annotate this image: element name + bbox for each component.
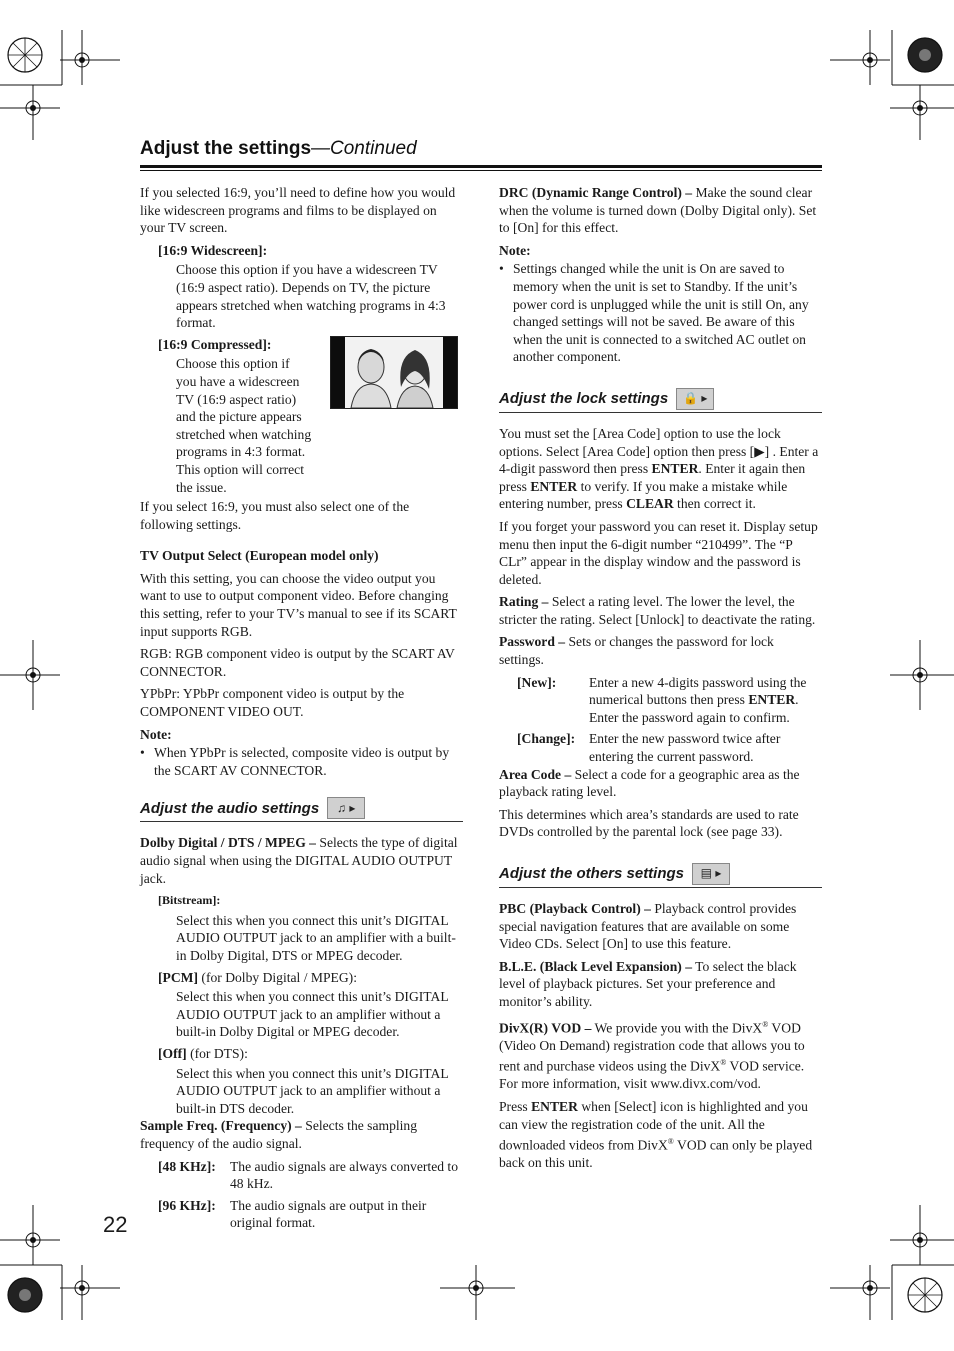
pcm-term: [PCM] (for Dolby Digital / MPEG):: [158, 969, 357, 985]
drc-term: DRC (Dynamic Range Control) –: [499, 185, 693, 200]
freq-96-desc: The audio signals are output in their original format.: [230, 1197, 427, 1231]
rating-paragraph: [499, 593, 822, 628]
dolby-paragraph: [140, 834, 463, 887]
lock-paragraph-2: If you forget your password you can reset it. Display setup menu then input the 6-digit number “210499”. The “P CLr” appear in the display window and the password is deleted.: [499, 518, 818, 587]
off-term: [Off] (for DTS):: [158, 1045, 248, 1061]
divx-term: DivX(R) VOD –: [499, 1020, 592, 1036]
intro-paragraph: If you selected 16:9, you’ll need to define how you would like widescreen programs and films to be displayed on your TV screen.: [140, 185, 456, 236]
rating-desc: Select a rating level. The lower the level, the stricter the rating. Select [Unlock] to deactivate the rating.: [499, 594, 816, 627]
header-continued: —Continued: [311, 138, 417, 159]
audio-icon: ♫ ▸: [327, 797, 365, 819]
pbc-term: PBC (Playback Control) –: [499, 901, 651, 916]
enter-key: ENTER: [530, 478, 578, 494]
freq-96-term: [96 KHz]:: [158, 1197, 216, 1213]
change-term: [Change]:: [517, 731, 576, 747]
note-label-right: Note:: [499, 242, 531, 258]
note-bullet: •: [140, 745, 145, 761]
bitstream-desc: Select this when you connect this unit’s DIGITAL AUDIO OUTPUT jack to an amplifier with a built-in Dolby Digital, DTS or MPEG decoder.: [176, 912, 456, 963]
header-title: Adjust the settings: [140, 138, 312, 159]
change-desc: Enter the new password twice after entering the current password.: [589, 731, 781, 765]
compressed-term: [16:9 Compressed]:: [158, 336, 272, 352]
area-desc: Select a code for a geographic area as the playback rating level.: [499, 766, 800, 800]
rating-term: Rating –: [499, 594, 549, 610]
lock-settings-heading: [499, 388, 822, 413]
also-select-paragraph: If you select 16:9, you must also select one of the following settings.: [140, 499, 410, 532]
dolby-term: Dolby Digital / DTS / MPEG –: [140, 835, 316, 851]
others-icon: ▤ ▸: [692, 863, 730, 885]
enter-key: ENTER: [651, 461, 699, 477]
widescreen-tv-image: [330, 336, 458, 409]
sample-term: Sample Freq. (Frequency) –: [140, 1118, 302, 1134]
others-settings-heading: [499, 863, 822, 888]
compressed-desc: Choose this option if you have a widescreen TV (16:9 aspect ratio) and the picture appears stretched when watching programs in 4:3 format. This option will correct the issue.: [176, 356, 312, 495]
rgb-paragraph: RGB: RGB component video is output by the SCART AV CONNECTOR.: [140, 646, 455, 679]
pbc-paragraph: [499, 900, 822, 953]
audio-settings-heading: [140, 797, 463, 822]
area-code-paragraph: [499, 766, 822, 801]
header-rule: [140, 165, 822, 168]
note-text-right: Settings changed while the unit is On are saved to memory when the unit is set to Standby. If the unit’s power cord is unplugged while the unit is still On, any changed settings will not be saved. Be aware of this when the unit is connected to a switched AC outlet on another component.: [513, 261, 809, 365]
note-bullet-right: •: [499, 261, 504, 277]
dolby-desc: Selects the type of digital audio signal when using the DIGITAL AUDIO OUTPUT jack.: [140, 835, 458, 886]
widescreen-desc: Choose this option if you have a widescreen TV (16:9 aspect ratio). Depends on TV, the picture appears stretched when watching programs in 4:3 format.: [176, 262, 446, 331]
compressed-block: [140, 336, 463, 496]
page-number: 22: [103, 1212, 128, 1237]
lock-icon: 🔒 ▸: [676, 388, 714, 410]
password-paragraph: [499, 633, 822, 668]
ble-desc: To select the black level of playback pictures. Set your preference and monitor’s ability.: [499, 958, 797, 1009]
widescreen-term: [16:9 Widescreen]:: [158, 242, 268, 258]
audio-heading-text: Adjust the audio settings: [140, 799, 320, 817]
note-item: [140, 744, 463, 779]
note-item-right: [499, 260, 822, 366]
area-term: Area Code –: [499, 766, 572, 782]
clear-key: CLEAR: [626, 496, 674, 512]
right-column: [499, 184, 822, 1177]
pcm-desc: Select this when you connect this unit’s DIGITAL AUDIO OUTPUT jack to an amplifier without a built-in Dolby Digital or MPEG decoder.: [176, 989, 449, 1040]
press-enter-paragraph: Press ENTER when [Select] icon is highlighted and you can view the registration code of the unit. All the downloaded videos from DivX® VOD can only be played back on this unit.: [499, 1099, 813, 1171]
pbc-desc: Playback control provides special navigation features that are available on some Video CDs. Select [On] to use this feature.: [499, 901, 797, 952]
left-column: [140, 184, 463, 1242]
freq-48-desc: The audio signals are always converted to 48 kHz.: [230, 1158, 458, 1192]
ypbpr-paragraph: YPbPr: YPbPr component video is output by the COMPONENT VIDEO OUT.: [140, 686, 405, 720]
area-paragraph-2: This determines which area’s standards are used to rate DVDs controlled by the parental lock (see page 33).: [499, 806, 799, 840]
others-heading-text: Adjust the others settings: [499, 865, 685, 883]
tv-output-heading: TV Output Select (European model only): [140, 548, 379, 564]
divx-paragraph: DivX(R) VOD – We provide you with the DivX® VOD (Video On Demand) registration code that allows you to rent and purchase videos using the DivX® VOD service. For more information, visit www.divx.com/vod.: [499, 1019, 805, 1092]
drc-desc: Make the sound clear when the volume is turned down (Dolby Digital only). Set to [On] for this effect.: [499, 185, 817, 236]
new-desc: Enter a new 4-digits password using the numerical buttons then press ENTER. Enter the password again to confirm.: [589, 674, 807, 725]
ble-paragraph: [499, 958, 822, 1011]
drc-paragraph: [499, 184, 822, 237]
freq-48-term: [48 KHz]:: [158, 1158, 216, 1174]
ble-term: B.L.E. (Black Level Expansion) –: [499, 958, 692, 974]
note-label: Note:: [140, 726, 172, 742]
new-term: [New]:: [517, 674, 557, 690]
password-options: [499, 674, 822, 766]
password-term: Password –: [499, 634, 566, 650]
right-arrow-icon: ▶: [754, 443, 765, 459]
bitstream-term: [Bitstream]:: [158, 893, 221, 908]
header-rule-thin: [140, 170, 822, 171]
note-text: When YPbPr is selected, composite video is output by the SCART AV CONNECTOR.: [154, 745, 450, 778]
off-desc: Select this when you connect this unit’s DIGITAL AUDIO OUTPUT jack to an amplifier without a built-in DTS decoder.: [176, 1065, 449, 1116]
sample-freq-paragraph: [140, 1117, 463, 1152]
sample-desc: Selects the sampling frequency of the audio signal.: [140, 1118, 418, 1151]
enter-key: ENTER: [531, 1099, 578, 1114]
lock-paragraph-1: You must set the [Area Code] option to use the lock options. Select [Area Code] option then press [▶] . Enter a 4-digit password then press ENTER. Enter it again then press ENTER to verify. If you make a mistake while entering number, press CLEAR then correct it.: [499, 425, 819, 512]
tv-output-desc: With this setting, you can choose the video output you want to use to output component video. Before changing this setting, refer to your TV’s manual to see if its SCART input supports RGB.: [140, 570, 457, 639]
page-header: [140, 138, 822, 160]
password-desc: Sets or changes the password for lock settings.: [499, 634, 774, 668]
lock-heading-text: Adjust the lock settings: [499, 390, 669, 408]
freq-list: [140, 1158, 463, 1236]
